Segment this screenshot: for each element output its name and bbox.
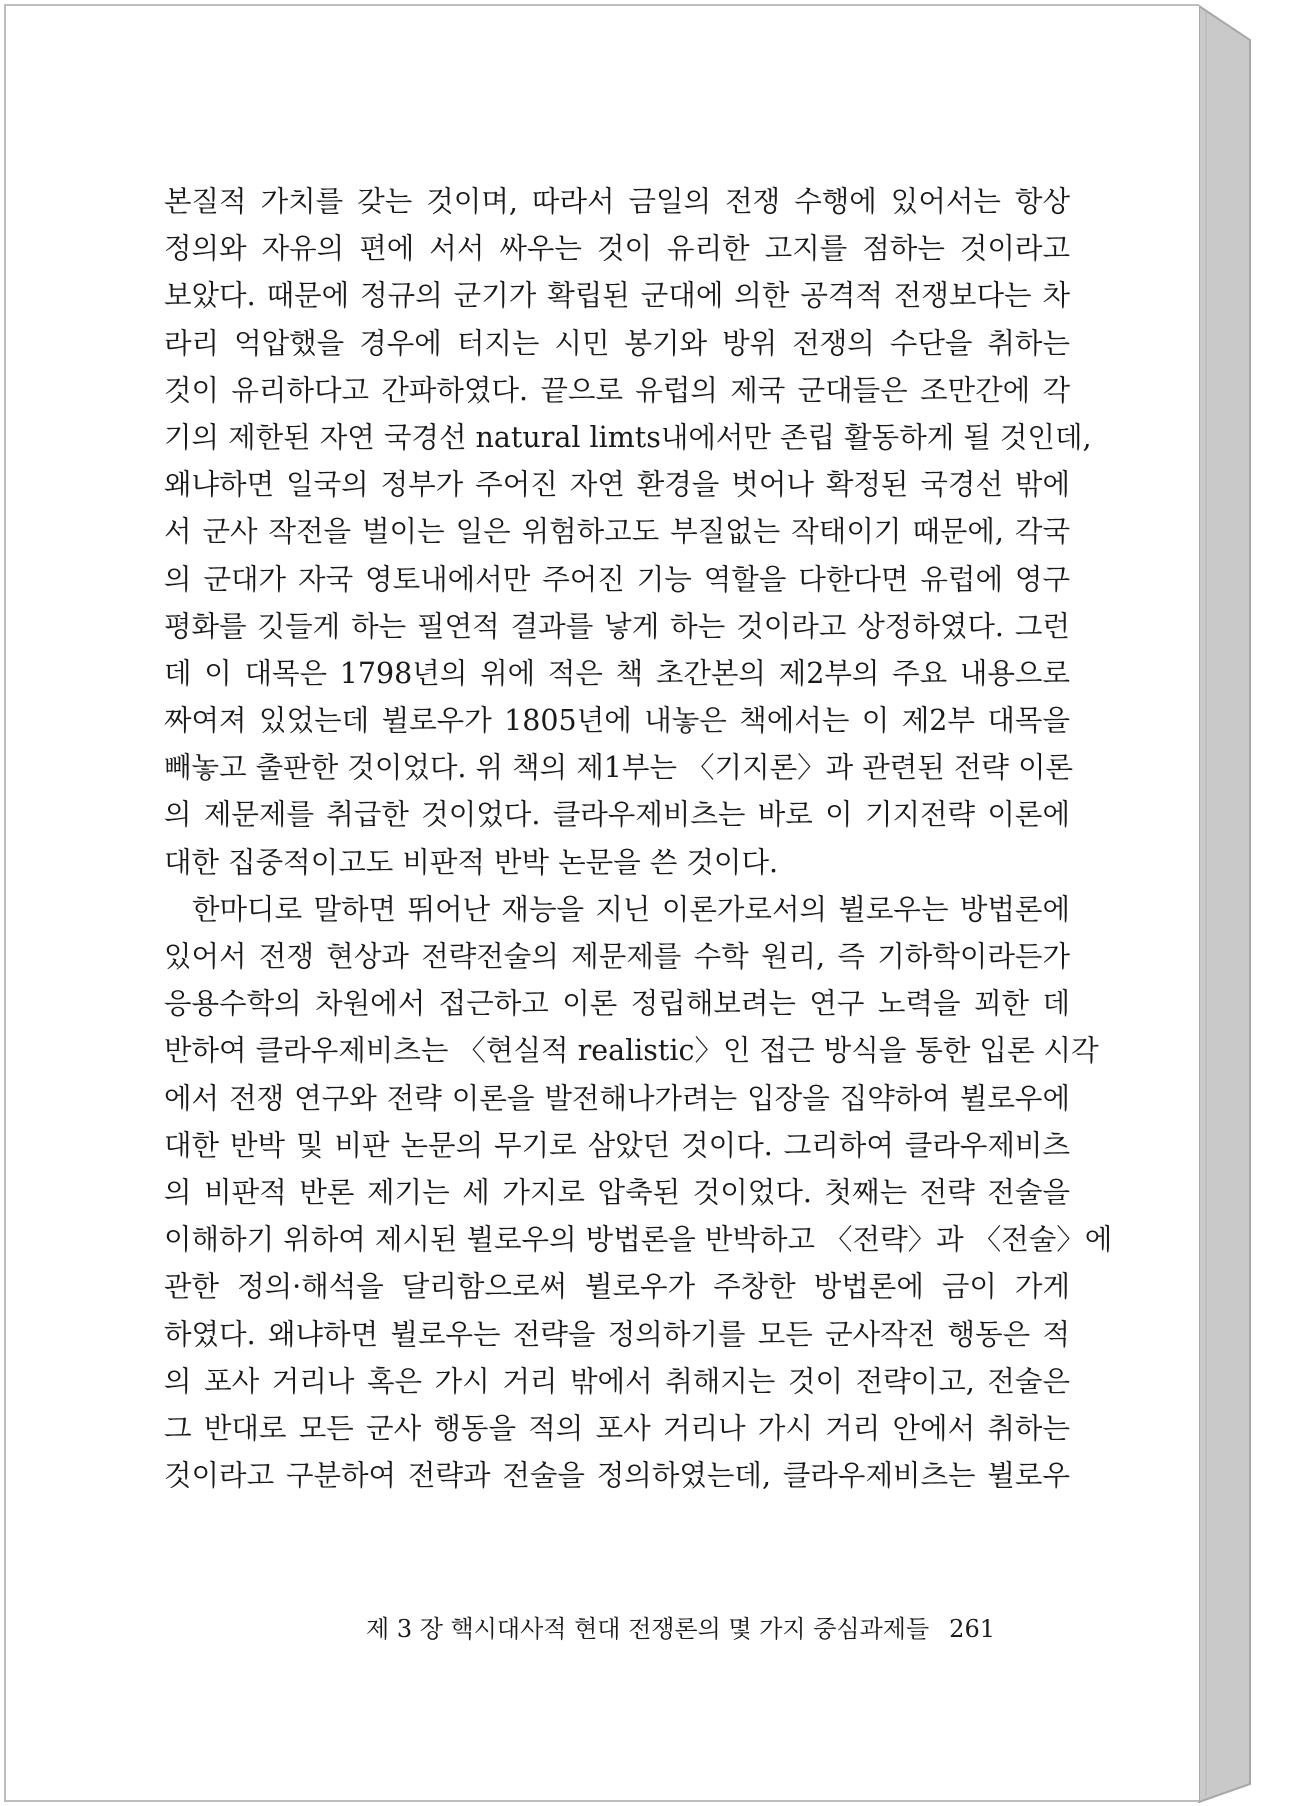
page-stack-side: [1199, 6, 1250, 1802]
body-line: 하였다. 왜냐하면 뷜로우는 전략을 정의하기를 모든 군사작전 행동은 적: [164, 1317, 1070, 1351]
body-line: 응용수학의 차원에서 접근하고 이론 정립해보려는 연구 노력을 꾀한 데: [164, 987, 1070, 1021]
body-line: 에서 전쟁 연구와 전략 이론을 발전해나가려는 입장을 집약하여 뷜로우에: [164, 1081, 1070, 1115]
body-line: 짜여져 있었는데 뷜로우가 1805년에 내놓은 책에서는 이 제2부 대목을: [164, 704, 1070, 738]
body-line: 라리 억압했을 경우에 터지는 시민 봉기와 방위 전쟁의 수단을 취하는: [164, 326, 1070, 360]
page-number: 261: [949, 1615, 995, 1643]
body-line: 있어서 전쟁 현상과 전략전술의 제문제를 수학 원리, 즉 기하학이라든가: [164, 940, 1070, 973]
body-line: 의 포사 거리나 혹은 가시 거리 밖에서 취해지는 것이 전략이고, 전술은: [164, 1364, 1070, 1398]
body-line: 의 군대가 자국 영토내에서만 주어진 기능 역할을 다한다면 유럽에 영구: [164, 562, 1070, 596]
body-line: 정의와 자유의 편에 서서 싸우는 것이 유리한 고지를 점하는 것이라고: [164, 232, 1070, 266]
body-line: 본질적 가치를 갖는 것이며, 따라서 금일의 전쟁 수행에 있어서는 항상: [164, 185, 1070, 218]
body-line: 데 이 대목은 1798년의 위에 적은 책 초간본의 제2부의 주요 내용으로: [164, 656, 1070, 690]
body-line: 평화를 깃들게 하는 필연적 결과를 낳게 하는 것이라고 상정하였다. 그런: [164, 609, 1070, 643]
body-line: 기의 제한된 자연 국경선 natural limts내에서만 존립 활동하게 될 것인데,: [164, 420, 1092, 454]
body-line: 이해하기 위하여 제시된 뷜로우의 방법론을 반박하고 〈전략〉과 〈전술〉에: [164, 1223, 1113, 1257]
body-line: 관한 정의·해석을 달리함으로써 뷜로우가 주창한 방법론에 금이 가게: [164, 1270, 1070, 1304]
body-line: 의 제문제를 취급한 것이었다. 클라우제비츠는 바로 이 기지전략 이론에: [164, 798, 1070, 832]
body-line: 왜냐하면 일국의 정부가 주어진 자연 환경을 벗어나 확정된 국경선 밖에: [164, 468, 1070, 502]
body-line: 것이 유리하다고 간파하였다. 끝으로 유럽의 제국 군대들은 조만간에 각: [164, 373, 1070, 407]
book-page: [4, 4, 1199, 1802]
body-text: [164, 178, 1113, 1499]
body-line: 대한 반박 및 비판 논문의 무기로 삼았던 것이다. 그리하여 클라우제비츠: [164, 1128, 1070, 1162]
body-line: 서 군사 작전을 벌이는 일은 위험하고도 부질없는 작태이기 때문에, 각국: [164, 515, 1070, 549]
paragraph-start-line: 한마디로 말하면 뛰어난 재능을 지닌 이론가로서의 뷜로우는 방법론에: [192, 892, 1070, 926]
body-line: 그 반대로 모든 군사 행동을 적의 포사 거리나 가시 거리 안에서 취하는: [164, 1411, 1070, 1445]
body-line: 의 비판적 반론 제기는 세 가지로 압축된 것이었다. 첫째는 전략 전술을: [164, 1175, 1070, 1209]
body-line: 반하여 클라우제비츠는 〈현실적 realistic〉인 접근 방식을 통한 입론 시각: [164, 1034, 1099, 1068]
paragraph-end-line: 대한 집중적이고도 비판적 반박 논문을 쓴 것이다.: [164, 845, 779, 879]
body-line: 것이라고 구분하여 전략과 전술을 정의하였는데, 클라우제비츠는 뷜로우: [164, 1459, 1070, 1493]
body-line: 빼놓고 출판한 것이었다. 위 책의 제1부는 〈기지론〉과 관련된 전략 이론: [164, 751, 1074, 785]
body-line: 보았다. 때문에 정규의 군기가 확립된 군대에 의한 공격적 전쟁보다는 차: [164, 279, 1070, 313]
page-footer: [366, 1609, 995, 1644]
running-head: 제 3 장 핵시대사적 현대 전쟁론의 몇 가지 중심과제들: [366, 1615, 930, 1643]
